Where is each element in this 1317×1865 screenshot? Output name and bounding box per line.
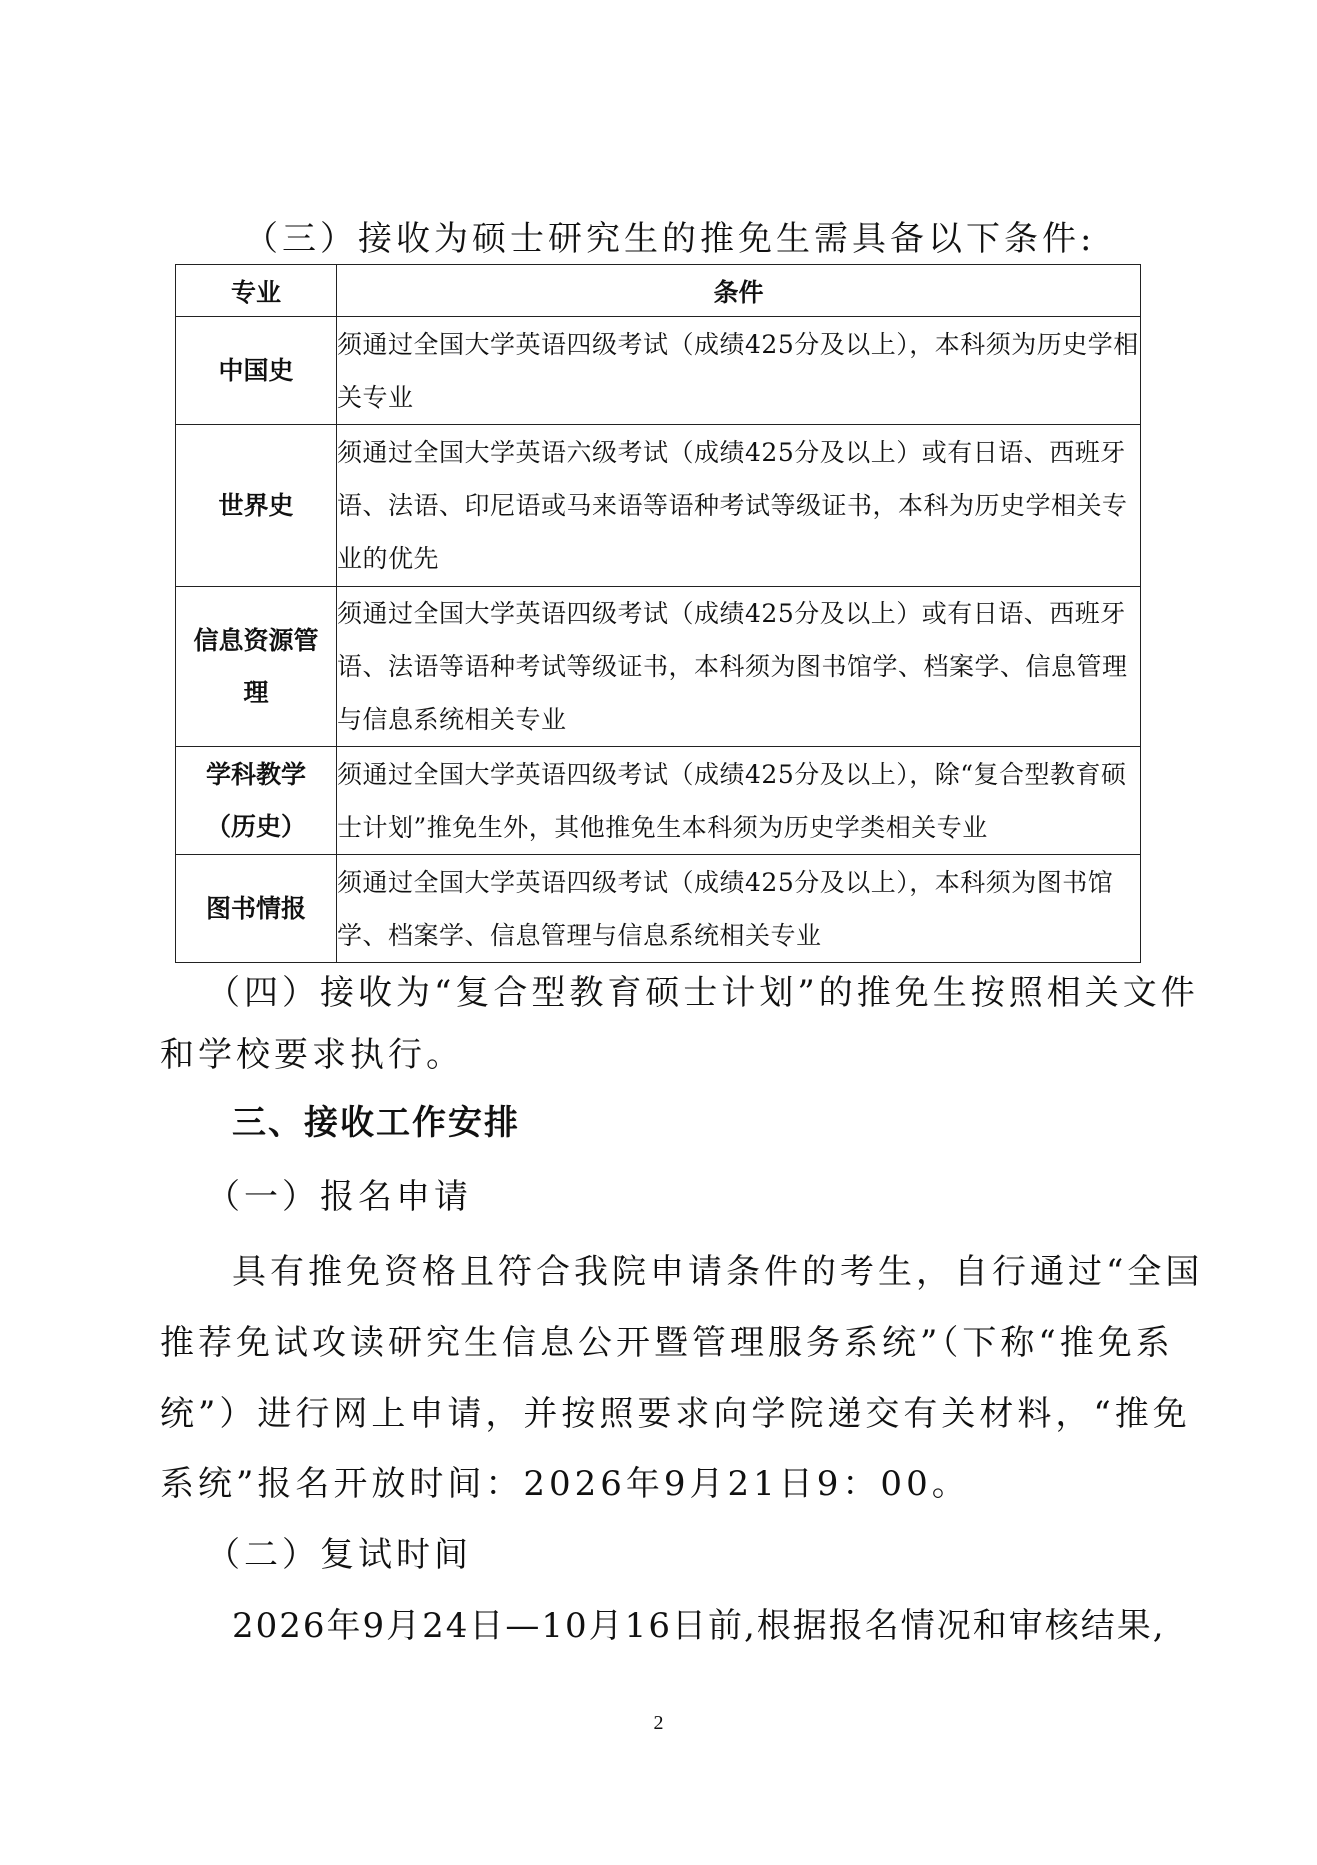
section-4-line-1: （四）接收为“复合型教育硕士计划”的推免生按照相关文件 — [206, 973, 1199, 1013]
condition-cell: 须通过全国大学英语四级考试（成绩425分及以上），本科须为图书馆学、档案学、信息管理与信息系统相关专业 — [337, 855, 1141, 963]
major-cell: 学科教学（历史） — [176, 747, 337, 855]
condition-cell: 须通过全国大学英语六级考试（成绩425分及以上）或有日语、西班牙语、法语、印尼语或马来语等语种考试等级证书，本科为历史学相关专业的优先 — [337, 425, 1141, 587]
table-header-row — [176, 265, 1141, 317]
major-cell: 中国史 — [176, 317, 337, 425]
table-row — [176, 855, 1141, 963]
major-cell: 信息资源管理 — [176, 587, 337, 747]
subsection-1-line-3: 统”）进行网上申请，并按照要求向学院递交有关材料，“推免 — [160, 1394, 1191, 1434]
table-row — [176, 587, 1141, 747]
section-4-line-2: 和学校要求执行。 — [160, 1035, 464, 1075]
table-row — [176, 425, 1141, 587]
major-cell: 世界史 — [176, 425, 337, 587]
table-row — [176, 747, 1141, 855]
section-3-title: （三）接收为硕士研究生的推免生需具备以下条件: — [244, 219, 1096, 259]
subsection-1-line-1: 具有推免资格且符合我院申请条件的考生，自行通过“全国 — [232, 1252, 1204, 1292]
header-major: 专业 — [176, 265, 337, 317]
subsection-1-line-2: 推荐免试攻读研究生信息公开暨管理服务系统”（下称“推免系 — [160, 1323, 1174, 1363]
subsection-1-title: （一）报名申请 — [206, 1177, 472, 1217]
major-cell: 图书情报 — [176, 855, 337, 963]
subsection-2-title: （二）复试时间 — [206, 1535, 472, 1575]
table-row — [176, 317, 1141, 425]
header-condition: 条件 — [337, 265, 1141, 317]
subsection-1-line-4: 系统”报名开放时间：2026年9月21日9：00。 — [160, 1464, 970, 1504]
condition-cell: 须通过全国大学英语四级考试（成绩425分及以上），本科须为历史学相关专业 — [337, 317, 1141, 425]
subsection-2-line-1: 2026年9月24日—10月16日前,根据报名情况和审核结果, — [232, 1606, 1166, 1646]
page-number: 2 — [653, 1712, 664, 1734]
requirements-table — [175, 264, 1141, 963]
condition-cell: 须通过全国大学英语四级考试（成绩425分及以上），除“复合型教育硕士计划”推免生外，其他推免生本科须为历史学类相关专业 — [337, 747, 1141, 855]
heading-3: 三、接收工作安排 — [232, 1103, 520, 1143]
condition-cell: 须通过全国大学英语四级考试（成绩425分及以上）或有日语、西班牙语、法语等语种考试等级证书，本科须为图书馆学、档案学、信息管理与信息系统相关专业 — [337, 587, 1141, 747]
